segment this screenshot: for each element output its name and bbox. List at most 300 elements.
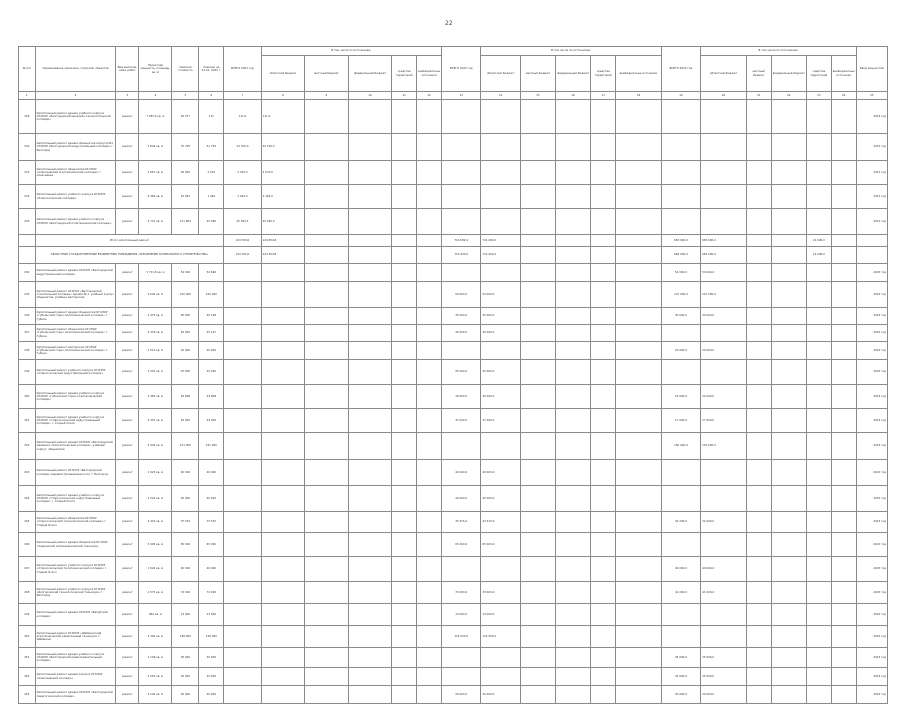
table-cell <box>392 385 417 409</box>
subtotal-row <box>19 235 888 247</box>
table-cell <box>831 582 856 604</box>
regional-2022: 50 000,0 <box>481 282 520 308</box>
object-name: Капитальный ремонт мастерских ОГАПОУ «Губкинский горно-политехнический колледж» г. Губкин <box>35 342 116 360</box>
table-cell <box>392 342 417 360</box>
table-cell <box>806 325 831 342</box>
total-2023 <box>661 325 700 342</box>
table-row <box>19 161 888 185</box>
row-number: 242 <box>19 433 36 460</box>
table-cell <box>441 161 480 185</box>
table-cell <box>771 325 806 342</box>
header-sources-2023: В том числе по источникам: <box>701 47 857 56</box>
commissioning-year: 2022 год <box>856 360 887 385</box>
table-cell <box>746 161 771 185</box>
total-2023: 20 000,0 <box>661 342 700 360</box>
table-cell <box>831 604 856 626</box>
total-2023: 30 000,0 <box>661 686 700 704</box>
estimated-cost: 65 000 <box>172 533 199 557</box>
regional-2022 <box>481 648 520 668</box>
table-cell <box>224 582 261 604</box>
table-cell <box>556 604 591 626</box>
table-cell <box>806 342 831 360</box>
work-type: ремонт <box>116 486 139 512</box>
table-cell <box>806 264 831 282</box>
row-number: 235 <box>19 282 36 308</box>
table-cell <box>224 512 261 533</box>
regional-2023 <box>701 360 747 385</box>
row-number: 229 <box>19 100 36 134</box>
table-cell <box>392 264 417 282</box>
table-cell <box>417 460 442 486</box>
table-cell <box>392 582 417 604</box>
table-cell <box>831 533 856 557</box>
estimated-cost: 111 804 <box>172 209 199 235</box>
total-2021: 24 700,0 <box>224 134 261 161</box>
table-cell <box>392 308 417 325</box>
table-cell <box>831 626 856 648</box>
commissioning-year: 2023 год <box>856 648 887 668</box>
table-cell <box>591 161 616 185</box>
total-2022: 65 000,0 <box>441 533 480 557</box>
table-cell <box>591 264 616 282</box>
spent-value: 54 808 <box>199 385 224 409</box>
commissioning-total: 21 006,0 <box>806 235 831 247</box>
regional-2023: 30 000,0 <box>701 308 747 325</box>
table-cell <box>556 134 591 161</box>
table-cell <box>616 533 662 557</box>
table-row <box>19 209 888 235</box>
table-cell <box>591 100 616 134</box>
regional-2023: 40 000,0 <box>701 557 747 582</box>
table-cell <box>392 235 417 247</box>
regional-2023 <box>701 161 747 185</box>
commissioning-year: 2023 год <box>856 342 887 360</box>
spent-value: 45 197 <box>199 325 224 342</box>
table-cell <box>305 512 349 533</box>
table-cell <box>392 626 417 648</box>
table-cell <box>520 557 555 582</box>
total-2023 <box>661 134 700 161</box>
page-number: 22 <box>445 20 453 27</box>
table-cell <box>348 512 392 533</box>
table-cell <box>616 100 662 134</box>
header-cost: Сметная стоимость <box>172 47 199 92</box>
table-cell <box>746 185 771 209</box>
total-2022: 43 315,0 <box>441 512 480 533</box>
table-cell <box>348 342 392 360</box>
header-regional-2023: областной бюджет <box>701 56 747 92</box>
table-cell <box>417 185 442 209</box>
spent-value: 74 000 <box>199 582 224 604</box>
header-no: № п/п <box>19 47 36 92</box>
table-cell <box>746 134 771 161</box>
work-type: ремонт <box>116 264 139 282</box>
estimated-cost: 35 000 <box>172 668 199 686</box>
total-2022: 13 000,0 <box>441 604 480 626</box>
table-cell <box>746 433 771 460</box>
column-number: 17 <box>591 92 616 100</box>
row-number: 239 <box>19 360 36 385</box>
estimated-cost: 40 000 <box>172 557 199 582</box>
header-territory-2021: средства территорий <box>392 56 417 92</box>
table-row <box>19 648 888 668</box>
table-cell <box>261 409 305 433</box>
regional-2022: 114 500,0 <box>481 626 520 648</box>
total-2022: 45 000,0 <box>441 325 480 342</box>
table-cell <box>392 100 417 134</box>
table-cell <box>771 557 806 582</box>
estimated-cost: 40 000 <box>172 486 199 512</box>
table-cell <box>392 360 417 385</box>
header-offbudget-2023: внебюджетные источники <box>831 56 856 92</box>
table-cell <box>520 209 555 235</box>
header-row-1 <box>19 47 888 56</box>
capacity: 2 223 кв. м <box>139 486 172 512</box>
table-cell <box>441 100 480 134</box>
regional-2022 <box>481 264 520 282</box>
table-cell <box>771 264 806 282</box>
capacity: 2 476 кв. м <box>139 325 172 342</box>
regional-2023 <box>701 533 747 557</box>
table-cell <box>305 433 349 460</box>
table-cell <box>417 161 442 185</box>
total-2023 <box>661 626 700 648</box>
table-cell <box>556 185 591 209</box>
spent-value: 40 000 <box>199 460 224 486</box>
capacity: 2 513 кв. м <box>139 342 172 360</box>
table-cell <box>556 582 591 604</box>
spent-value: 2 070 <box>199 161 224 185</box>
table-cell <box>771 308 806 325</box>
table-cell <box>305 100 349 134</box>
table-cell <box>806 161 831 185</box>
table-cell <box>261 648 305 668</box>
table-cell <box>392 409 417 433</box>
spent-value: 65 198 <box>199 308 224 325</box>
table-cell <box>520 668 555 686</box>
regional-2023: 17 000,0 <box>701 409 747 433</box>
table-cell <box>591 557 616 582</box>
commissioning-year: 2021 год <box>856 134 887 161</box>
total-2021: 1 462,0 <box>224 185 261 209</box>
column-number: 9 <box>305 92 349 100</box>
table-cell <box>224 648 261 668</box>
table-cell <box>616 686 662 704</box>
table-cell <box>348 486 392 512</box>
table-cell <box>616 235 662 247</box>
total-2023: 32 200,0 <box>661 512 700 533</box>
spent-value: 150 000 <box>199 282 224 308</box>
table-cell <box>348 360 392 385</box>
table-row <box>19 533 888 557</box>
object-name: Капитальный ремонт общежития ОГАПОУ «Алексеевский агротехнический колледж» г. Алексеевка <box>35 161 116 185</box>
object-name: Капитальный ремонт здания общежития ОГАПОУ «Губкинский горно-политехнический колледж» г. Губкин <box>35 308 116 325</box>
regional-2022 <box>481 557 520 582</box>
total-2023 <box>661 100 700 134</box>
table-cell <box>746 648 771 668</box>
table-cell <box>556 686 591 704</box>
estimated-cost: 54 000 <box>172 264 199 282</box>
row-number: 250 <box>19 626 36 648</box>
table-cell <box>746 342 771 360</box>
table-cell <box>305 648 349 668</box>
capacity: 3 826 кв. м <box>139 134 172 161</box>
table-cell <box>348 282 392 308</box>
table-cell <box>771 209 806 235</box>
table-cell <box>806 360 831 385</box>
table-cell <box>771 360 806 385</box>
spent-value: 54 000 <box>199 409 224 433</box>
table-cell <box>831 460 856 486</box>
table-cell <box>831 557 856 582</box>
table-cell <box>616 582 662 604</box>
table-cell <box>348 460 392 486</box>
table-cell <box>556 247 591 264</box>
total-2022: 40 000,0 <box>441 486 480 512</box>
table-cell <box>417 282 442 308</box>
table-cell <box>591 209 616 235</box>
table-cell <box>261 460 305 486</box>
table-row <box>19 134 888 161</box>
subtotal-label: Итого капитальный ремонт <box>35 235 224 247</box>
table-cell <box>348 433 392 460</box>
table-cell <box>305 533 349 557</box>
table-cell <box>556 385 591 409</box>
column-number: 16 <box>556 92 591 100</box>
row-number: 238 <box>19 342 36 360</box>
table-body <box>19 92 888 704</box>
table-cell <box>616 557 662 582</box>
table-cell <box>806 582 831 604</box>
work-type: ремонт <box>116 100 139 134</box>
header-local-2022: местный бюджет <box>520 56 555 92</box>
table-cell <box>392 282 417 308</box>
work-type: ремонт <box>116 460 139 486</box>
table-cell <box>305 557 349 582</box>
table-cell <box>392 161 417 185</box>
regional-2023: 30 000,0 <box>701 686 747 704</box>
work-type: ремонт <box>116 161 139 185</box>
regional-2022: 40 000,0 <box>481 460 520 486</box>
table-cell <box>261 342 305 360</box>
table-row <box>19 264 888 282</box>
table-cell <box>392 460 417 486</box>
row-number: 231 <box>19 161 36 185</box>
table-cell <box>305 185 349 209</box>
table-cell <box>224 360 261 385</box>
table-cell <box>261 668 305 686</box>
table-cell <box>305 161 349 185</box>
work-type: ремонт <box>116 209 139 235</box>
table-cell <box>746 264 771 282</box>
table-cell <box>806 282 831 308</box>
table-cell <box>556 308 591 325</box>
table-cell <box>806 512 831 533</box>
commissioning-year: 2023 год <box>856 100 887 134</box>
table-cell <box>616 604 662 626</box>
capacity: 3 207 кв. м <box>139 360 172 385</box>
row-number: 236 <box>19 308 36 325</box>
total-2023 <box>661 360 700 385</box>
table-cell <box>831 409 856 433</box>
work-type: ремонт <box>116 433 139 460</box>
column-number: 13 <box>441 92 480 100</box>
table-cell <box>831 185 856 209</box>
table-cell <box>520 626 555 648</box>
table-cell <box>831 512 856 533</box>
table-cell <box>746 604 771 626</box>
table-cell <box>520 460 555 486</box>
header-commissioning: Ввод мощностей <box>856 47 887 92</box>
table-cell <box>417 385 442 409</box>
table-cell <box>831 686 856 704</box>
work-type: ремонт <box>116 648 139 668</box>
table-cell <box>261 325 305 342</box>
table-cell <box>831 264 856 282</box>
table-cell <box>417 668 442 686</box>
spent-value: 51 750 <box>199 134 224 161</box>
subtotal-row <box>19 247 888 264</box>
table-cell <box>520 264 555 282</box>
table-cell <box>520 100 555 134</box>
table-cell <box>806 668 831 686</box>
row-number: 240 <box>19 385 36 409</box>
table-cell <box>591 185 616 209</box>
table-cell <box>348 557 392 582</box>
table-cell <box>591 433 616 460</box>
table-cell <box>392 325 417 342</box>
regional-2023 <box>701 185 747 209</box>
object-name: Капитальный ремонт ОГАПОУ «Шебекинский агротехнический ремесленный техникум» г. Шебекино <box>35 626 116 648</box>
total-2023: 17 000,0 <box>661 409 700 433</box>
table-row <box>19 308 888 325</box>
capacity: 2 575 кв. м <box>139 582 172 604</box>
table-cell <box>305 360 349 385</box>
table-cell <box>556 460 591 486</box>
table-cell <box>305 582 349 604</box>
table-cell <box>520 604 555 626</box>
estimated-cost: 20 000 <box>172 342 199 360</box>
table-cell <box>746 512 771 533</box>
table-cell <box>348 185 392 209</box>
table-cell <box>591 486 616 512</box>
object-name: Капитальный ремонт здания ОГАПОУ «Белгородский индустриальный колледж» <box>35 264 116 282</box>
commissioning-year: 2023 год <box>856 686 887 704</box>
table-cell <box>261 385 305 409</box>
table-cell <box>771 185 806 209</box>
total-2023: 35 000,0 <box>661 648 700 668</box>
table-cell <box>856 247 887 264</box>
table-cell <box>441 185 480 209</box>
table-cell <box>806 604 831 626</box>
table-cell <box>417 582 442 604</box>
table-cell <box>520 433 555 460</box>
header-local-2021: местный бюджет <box>305 56 349 92</box>
capacity: 3 495 кв. м <box>139 533 172 557</box>
spent-value: 13 000 <box>199 604 224 626</box>
capacity: 964 кв. м <box>139 604 172 626</box>
total-2022: 20 000,0 <box>441 686 480 704</box>
table-cell <box>348 533 392 557</box>
total-2022 <box>441 433 480 460</box>
table-cell <box>806 533 831 557</box>
capacity: 4 100 кв. м <box>139 686 172 704</box>
header-territory-2022: средства территорий <box>591 56 616 92</box>
object-name: Капитальный ремонт здания корпуса ОГАПОУ «Алексеевский колледж» <box>35 668 116 686</box>
table-cell <box>556 648 591 668</box>
table-cell <box>348 385 392 409</box>
table-cell <box>616 308 662 325</box>
spent-value: 25 486 <box>199 209 224 235</box>
regional-2022: 45 000,0 <box>481 325 520 342</box>
regional-2022: 40 000,0 <box>481 486 520 512</box>
table-cell <box>806 134 831 161</box>
table-cell <box>392 185 417 209</box>
table-cell <box>417 134 442 161</box>
work-type: ремонт <box>116 325 139 342</box>
table-cell <box>831 648 856 668</box>
table-cell <box>616 460 662 486</box>
table-cell <box>591 686 616 704</box>
column-number: 4 <box>139 92 172 100</box>
table-cell <box>224 486 261 512</box>
table-cell <box>556 512 591 533</box>
table-cell <box>616 648 662 668</box>
column-number: 7 <box>224 92 261 100</box>
table-cell <box>392 247 417 264</box>
table-cell <box>261 512 305 533</box>
table-cell <box>591 247 616 264</box>
table-cell <box>556 668 591 686</box>
row-number: 246 <box>19 533 36 557</box>
table-cell <box>616 325 662 342</box>
spent-value: 40 000 <box>199 486 224 512</box>
object-name: Капитальный ремонт здания учебного корпуса ОГАПОУ «Белгородский правоохранительный колледж» <box>35 648 116 668</box>
header-total-2022: ВСЕГО 2022 год <box>441 47 480 92</box>
table-cell <box>746 686 771 704</box>
column-number: 21 <box>746 92 771 100</box>
total-2022 <box>441 668 480 686</box>
total-2023: 683 000,0 <box>661 247 700 264</box>
table-cell <box>831 486 856 512</box>
table-cell <box>556 626 591 648</box>
table-cell <box>591 626 616 648</box>
regional-2023: 32 200,0 <box>701 512 747 533</box>
commissioning-year: 2023 год <box>856 557 887 582</box>
table-cell <box>771 409 806 433</box>
table-cell <box>806 385 831 409</box>
regional-2023: 41 000,0 <box>701 582 747 604</box>
capacity: 4 392 кв. м <box>139 626 172 648</box>
estimated-cost: 25 000 <box>172 360 199 385</box>
table-cell <box>520 282 555 308</box>
work-type: ремонт <box>116 533 139 557</box>
estimated-cost: 22 645 <box>172 185 199 209</box>
table-cell <box>224 533 261 557</box>
capacity: 5 711,8 кв. м <box>139 264 172 282</box>
estimated-cost: 65 000 <box>172 308 199 325</box>
header-type: Вид выполня-емых работ <box>116 47 139 92</box>
table-cell <box>806 209 831 235</box>
table-cell <box>616 134 662 161</box>
table-cell <box>392 486 417 512</box>
regional-2022 <box>481 433 520 460</box>
table-cell <box>305 385 349 409</box>
regional-2022: 714 400,0 <box>481 247 520 264</box>
table-cell <box>616 385 662 409</box>
table-cell <box>771 582 806 604</box>
table-cell <box>771 460 806 486</box>
